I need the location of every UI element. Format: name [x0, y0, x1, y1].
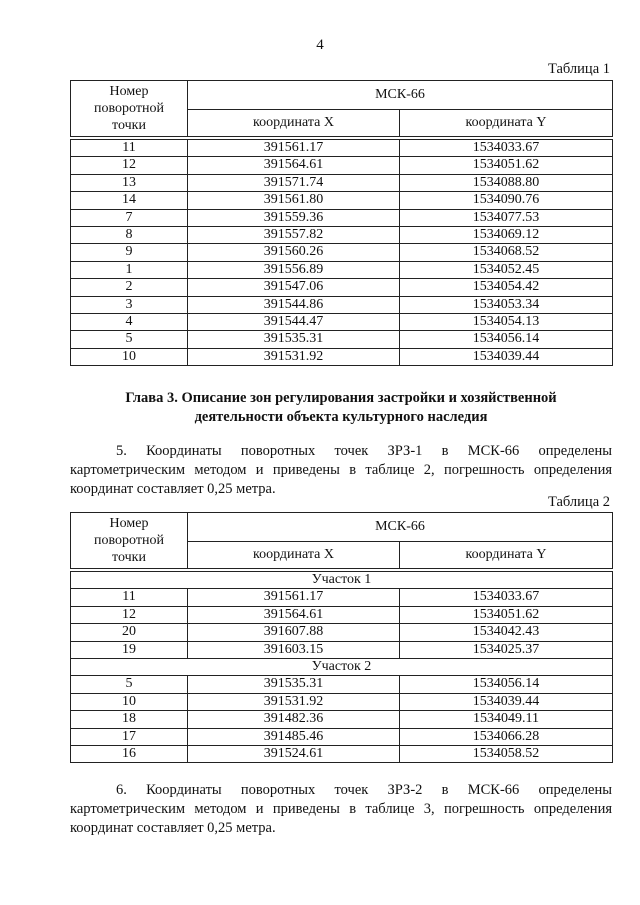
table2-caption: Таблица 2	[547, 494, 610, 510]
point-number-cell: 12	[71, 606, 188, 623]
point-number-cell: 11	[71, 589, 188, 606]
table-row	[71, 157, 613, 174]
coordinate-x-cell: 391524.61	[188, 746, 400, 763]
paragraph-5-line1-text: 5. Координаты поворотных точек ЗРЗ-1 в МСК-66 определены	[116, 443, 612, 459]
point-number-cell: 5	[71, 331, 188, 348]
table2-header-point-number	[71, 513, 188, 569]
coordinate-x-cell: 391560.26	[188, 244, 400, 261]
table-row	[71, 348, 613, 365]
table-row	[71, 244, 613, 261]
table-row	[71, 746, 613, 763]
point-number-cell: 13	[71, 174, 188, 191]
coordinate-y-cell: 1534066.28	[400, 728, 613, 745]
coordinate-x-cell: 391561.17	[188, 589, 400, 606]
table-row	[71, 314, 613, 331]
point-number-cell: 10	[71, 348, 188, 365]
point-number-cell: 17	[71, 728, 188, 745]
coordinate-x-cell: 391571.74	[188, 174, 400, 191]
section-title: Участок 2	[71, 659, 613, 676]
point-number-cell: 2	[71, 279, 188, 296]
table1-header-msk: МСК-66	[188, 81, 613, 110]
coordinate-x-cell: 391603.15	[188, 641, 400, 658]
table-row	[71, 209, 613, 226]
paragraph-5-line1	[70, 442, 612, 461]
coordinate-x-cell: 391564.61	[188, 157, 400, 174]
section-row	[71, 659, 613, 676]
table-row	[71, 140, 613, 157]
coordinate-y-cell: 1534056.14	[400, 676, 613, 693]
table-row	[71, 676, 613, 693]
coordinate-y-cell: 1534033.67	[400, 589, 613, 606]
coordinate-x-cell: 391559.36	[188, 209, 400, 226]
table-row	[71, 589, 613, 606]
coordinate-x-cell: 391485.46	[188, 728, 400, 745]
coordinate-y-cell: 1534090.76	[400, 192, 613, 209]
coordinate-y-cell: 1534088.80	[400, 174, 613, 191]
coordinate-y-cell: 1534051.62	[400, 157, 613, 174]
point-number-cell: 18	[71, 711, 188, 728]
point-number-cell: 12	[71, 157, 188, 174]
coordinate-x-cell: 391564.61	[188, 606, 400, 623]
point-number-cell: 9	[71, 244, 188, 261]
coordinate-x-cell: 391547.06	[188, 279, 400, 296]
chapter-heading-line1: Глава 3. Описание зон регулирования застройки и хозяйственной	[125, 390, 557, 406]
header-line: Номер	[109, 84, 149, 99]
coordinate-x-cell: 391544.86	[188, 296, 400, 313]
coordinate-x-cell: 391561.80	[188, 192, 400, 209]
table-row	[71, 606, 613, 623]
point-number-cell: 1	[71, 261, 188, 278]
coordinate-x-cell: 391531.92	[188, 348, 400, 365]
coordinate-y-cell: 1534068.52	[400, 244, 613, 261]
header-line: поворотной	[94, 533, 164, 548]
coordinate-x-cell: 391544.47	[188, 314, 400, 331]
coordinate-y-cell: 1534039.44	[400, 348, 613, 365]
table2	[70, 512, 613, 763]
table2-header-msk: МСК-66	[188, 513, 613, 542]
table-row	[71, 624, 613, 641]
coordinate-y-cell: 1534042.43	[400, 624, 613, 641]
paragraph-6	[70, 781, 612, 838]
paragraph-5-text: картометрическим методом и приведены в таблице 2, погрешность определения координат составляет 0,25 метра.	[70, 462, 612, 497]
coordinate-x-cell: 391607.88	[188, 624, 400, 641]
coordinate-y-cell: 1534049.11	[400, 711, 613, 728]
table-row	[71, 261, 613, 278]
table-row	[71, 331, 613, 348]
table1-header-y: координата Y	[400, 110, 613, 137]
chapter-heading-line2: деятельности объекта культурного наследия	[194, 409, 488, 425]
coordinate-x-cell: 391556.89	[188, 261, 400, 278]
header-line: поворотной	[94, 101, 164, 116]
table-row	[71, 174, 613, 191]
header-line: Номер	[109, 516, 149, 531]
table1-header-x: координата X	[188, 110, 400, 137]
table2-header-y: координата Y	[400, 542, 613, 569]
coordinate-y-cell: 1534054.13	[400, 314, 613, 331]
table1	[70, 80, 613, 366]
table-row	[71, 711, 613, 728]
coordinate-y-cell: 1534054.42	[400, 279, 613, 296]
table-row	[71, 296, 613, 313]
point-number-cell: 10	[71, 693, 188, 710]
coordinate-x-cell: 391557.82	[188, 227, 400, 244]
page-number: 4	[316, 37, 324, 53]
table-row	[71, 693, 613, 710]
coordinate-y-cell: 1534058.52	[400, 746, 613, 763]
point-number-cell: 19	[71, 641, 188, 658]
paragraph-6-line1-text: 6. Координаты поворотных точек ЗРЗ-2 в МСК-66 определены	[116, 782, 612, 798]
paragraph-5	[70, 442, 612, 499]
point-number-cell: 4	[71, 314, 188, 331]
table1-body	[71, 137, 613, 366]
coordinate-x-cell: 391535.31	[188, 331, 400, 348]
coordinate-y-cell: 1534025.37	[400, 641, 613, 658]
header-line: точки	[112, 118, 146, 133]
coordinate-y-cell: 1534053.34	[400, 296, 613, 313]
point-number-cell: 7	[71, 209, 188, 226]
table2-body	[71, 569, 613, 763]
point-number-cell: 20	[71, 624, 188, 641]
table2-header-x: координата X	[188, 542, 400, 569]
table-row	[71, 641, 613, 658]
coordinate-y-cell: 1534051.62	[400, 606, 613, 623]
coordinate-y-cell: 1534069.12	[400, 227, 613, 244]
chapter-heading	[70, 389, 612, 427]
coordinate-x-cell: 391561.17	[188, 140, 400, 157]
header-line: точки	[112, 550, 146, 565]
point-number-cell: 11	[71, 140, 188, 157]
point-number-cell: 16	[71, 746, 188, 763]
point-number-cell: 3	[71, 296, 188, 313]
coordinate-y-cell: 1534039.44	[400, 693, 613, 710]
coordinate-y-cell: 1534052.45	[400, 261, 613, 278]
section-title: Участок 1	[71, 572, 613, 589]
paragraph-6-text: картометрическим методом и приведены в таблице 3, погрешность определения координат составляет 0,25 метра.	[70, 801, 612, 836]
coordinate-x-cell: 391535.31	[188, 676, 400, 693]
point-number-cell: 5	[71, 676, 188, 693]
coordinate-y-cell: 1534077.53	[400, 209, 613, 226]
table-row	[71, 279, 613, 296]
point-number-cell: 14	[71, 192, 188, 209]
section-row	[71, 572, 613, 589]
coordinate-y-cell: 1534033.67	[400, 140, 613, 157]
coordinate-x-cell: 391531.92	[188, 693, 400, 710]
table-row	[71, 192, 613, 209]
table1-header-point-number	[71, 81, 188, 137]
coordinate-y-cell: 1534056.14	[400, 331, 613, 348]
table1-caption: Таблица 1	[547, 61, 610, 77]
table-row	[71, 728, 613, 745]
table-row	[71, 227, 613, 244]
coordinate-x-cell: 391482.36	[188, 711, 400, 728]
point-number-cell: 8	[71, 227, 188, 244]
paragraph-6-line1	[70, 781, 612, 800]
